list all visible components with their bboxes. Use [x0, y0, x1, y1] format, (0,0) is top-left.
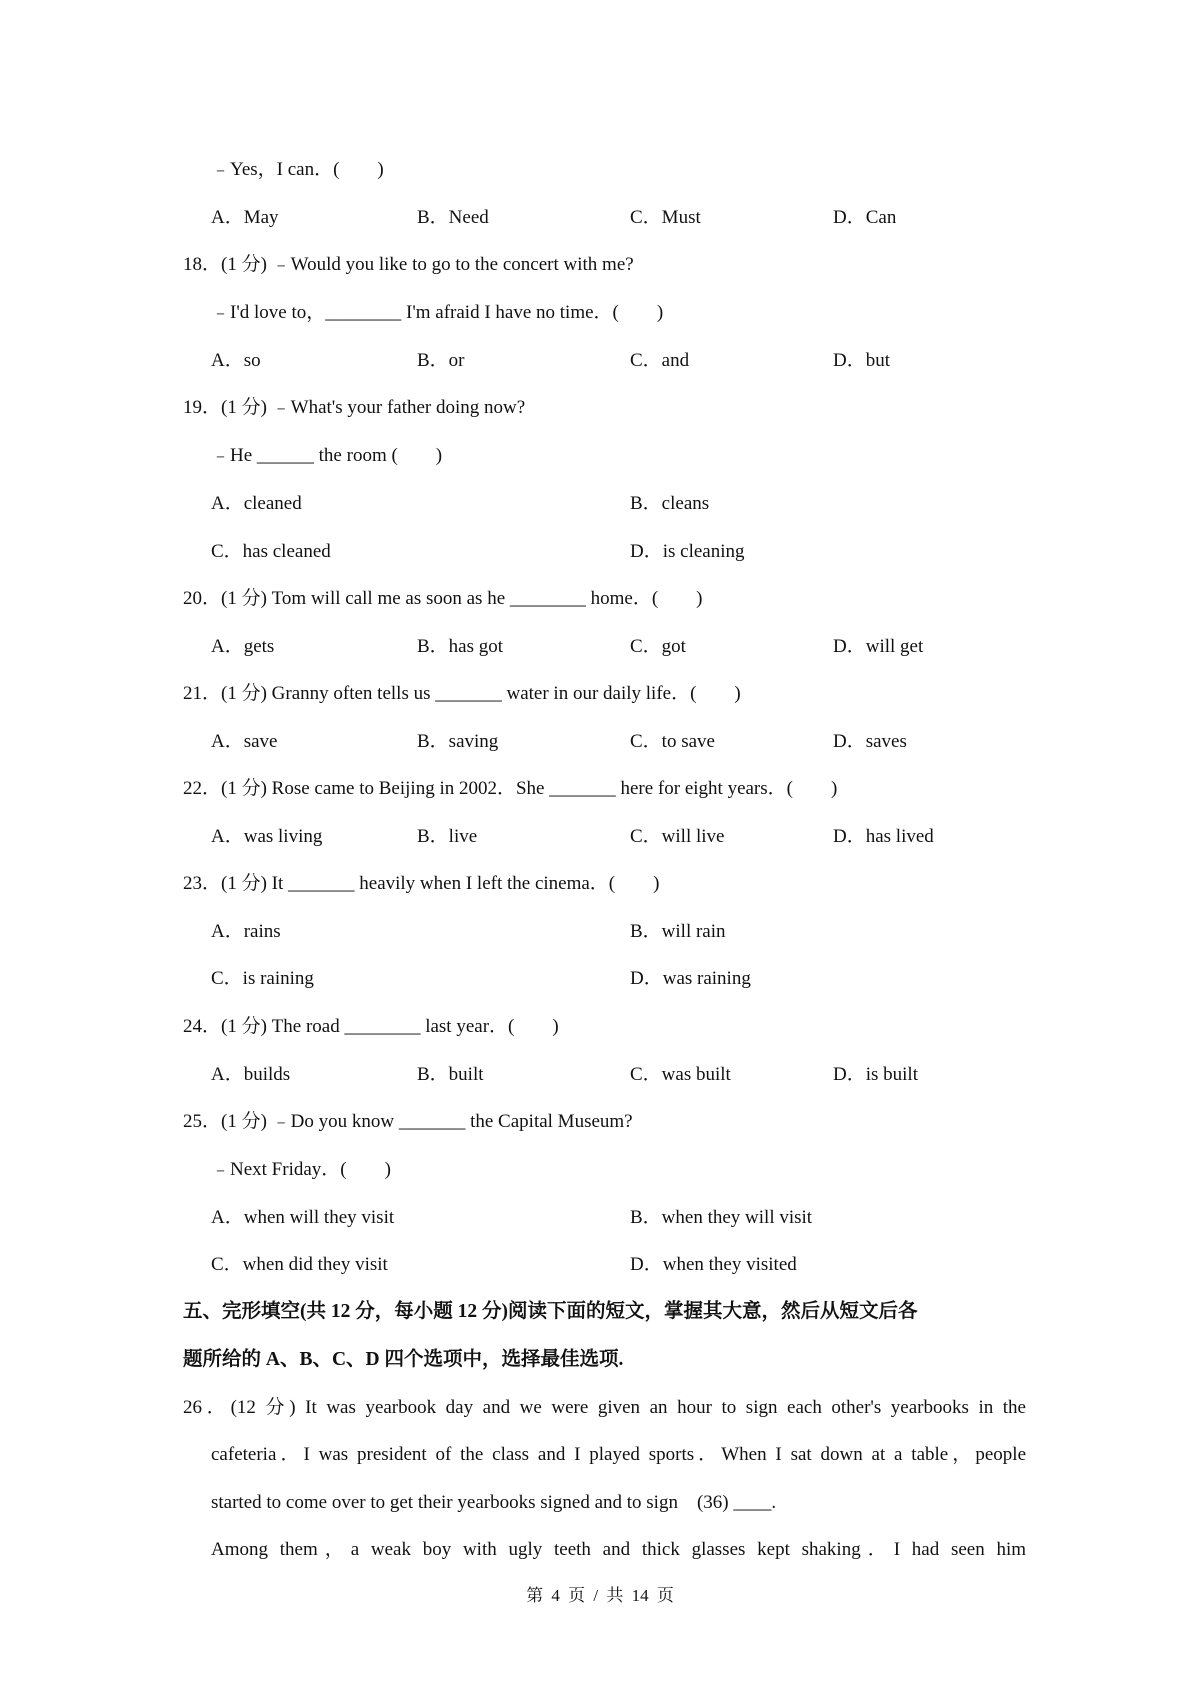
- q18-option-a: A．so: [211, 350, 261, 371]
- q17-option-d: D．Can: [833, 207, 897, 228]
- q24-stem: 24．(1 分) The road ________ last year．( ): [183, 1016, 559, 1037]
- q17-option-a: A．May: [211, 207, 279, 228]
- q25-option-a: A．when will they visit: [211, 1207, 395, 1228]
- q21-option-a: A．save: [211, 731, 278, 752]
- q23-option-c: C．is raining: [211, 968, 314, 989]
- q20-option-d: D．will get: [833, 636, 924, 657]
- q24-option-d: D．is built: [833, 1064, 918, 1085]
- q21-option-b: B．saving: [417, 731, 499, 752]
- q20-stem: 20．(1 分) Tom will call me as soon as he ________ home．( ): [183, 588, 703, 609]
- q18-option-c: C．and: [630, 350, 690, 371]
- q20-option-a: A．gets: [211, 636, 275, 657]
- section-5-heading-line-2: 题所给的 A、B、C、D 四个选项中，选择最佳选项.: [183, 1349, 624, 1370]
- section-5-heading-line-1: 五、完形填空(共 12 分，每小题 12 分)阅读下面的短文，掌握其大意，然后从短文后各: [183, 1301, 918, 1322]
- q23-option-d: D．was raining: [630, 968, 751, 989]
- q26-passage-line-2: cafeteria．I was president of the class and I played sports．When I sat down at a table，people: [211, 1444, 1026, 1465]
- q20-option-c: C．got: [630, 636, 686, 657]
- q22-option-b: B．live: [417, 826, 478, 847]
- q24-option-b: B．built: [417, 1064, 484, 1085]
- q21-option-d: D．saves: [833, 731, 907, 752]
- q21-option-c: C．to save: [630, 731, 715, 752]
- q19-option-a: A．cleaned: [211, 493, 302, 514]
- q19-option-d: D．is cleaning: [630, 541, 745, 562]
- q26-passage-line-1: 26．(12 分) It was yearbook day and we were given an hour to sign each other's yearbooks in the: [183, 1397, 1026, 1418]
- q20-option-b: B．has got: [417, 636, 504, 657]
- q26-passage-line-4: Among them，a weak boy with ugly teeth and thick glasses kept shaking．I had seen him: [211, 1539, 1026, 1560]
- q25-option-c: C．when did they visit: [211, 1254, 388, 1275]
- q19-option-c: C．has cleaned: [211, 541, 331, 562]
- q25-option-d: D．when they visited: [630, 1254, 797, 1275]
- q17-option-b: B．Need: [417, 207, 489, 228]
- q18-stem: 18．(1 分) ﹣Would you like to go to the concert with me?: [183, 254, 634, 275]
- q24-option-a: A．builds: [211, 1064, 291, 1085]
- q22-option-a: A．was living: [211, 826, 323, 847]
- q25-stem: 25．(1 分) ﹣Do you know _______ the Capital Museum?: [183, 1111, 633, 1132]
- q25-answer-line: ﹣Next Friday．( ): [211, 1159, 391, 1180]
- q26-passage-line-3: started to come over to get their yearbooks signed and to sign (36) ____.: [211, 1492, 777, 1513]
- q18-option-b: B．or: [417, 350, 465, 371]
- q22-option-d: D．has lived: [833, 826, 934, 847]
- page-footer: 第 4 页 / 共 14 页: [526, 1586, 674, 1605]
- q19-stem: 19．(1 分) ﹣What's your father doing now?: [183, 397, 526, 418]
- q23-option-a: A．rains: [211, 921, 281, 942]
- q17-option-c: C．Must: [630, 207, 701, 228]
- q19-answer-line: ﹣He ______ the room ( ): [211, 445, 443, 466]
- q24-option-c: C．was built: [630, 1064, 731, 1085]
- q23-option-b: B．will rain: [630, 921, 726, 942]
- q23-stem: 23．(1 分) It _______ heavily when I left the cinema．( ): [183, 873, 660, 894]
- q18-option-d: D．but: [833, 350, 891, 371]
- q22-stem: 22．(1 分) Rose came to Beijing in 2002．She _______ here for eight years．( ): [183, 778, 838, 799]
- q17-answer-line: ﹣Yes，I can．( ): [211, 159, 384, 180]
- q25-option-b: B．when they will visit: [630, 1207, 813, 1228]
- q21-stem: 21．(1 分) Granny often tells us _______ water in our daily life．( ): [183, 683, 741, 704]
- q22-option-c: C．will live: [630, 826, 725, 847]
- q19-option-b: B．cleans: [630, 493, 710, 514]
- q18-answer-line: ﹣I'd love to，________ I'm afraid I have no time．( ): [211, 302, 664, 323]
